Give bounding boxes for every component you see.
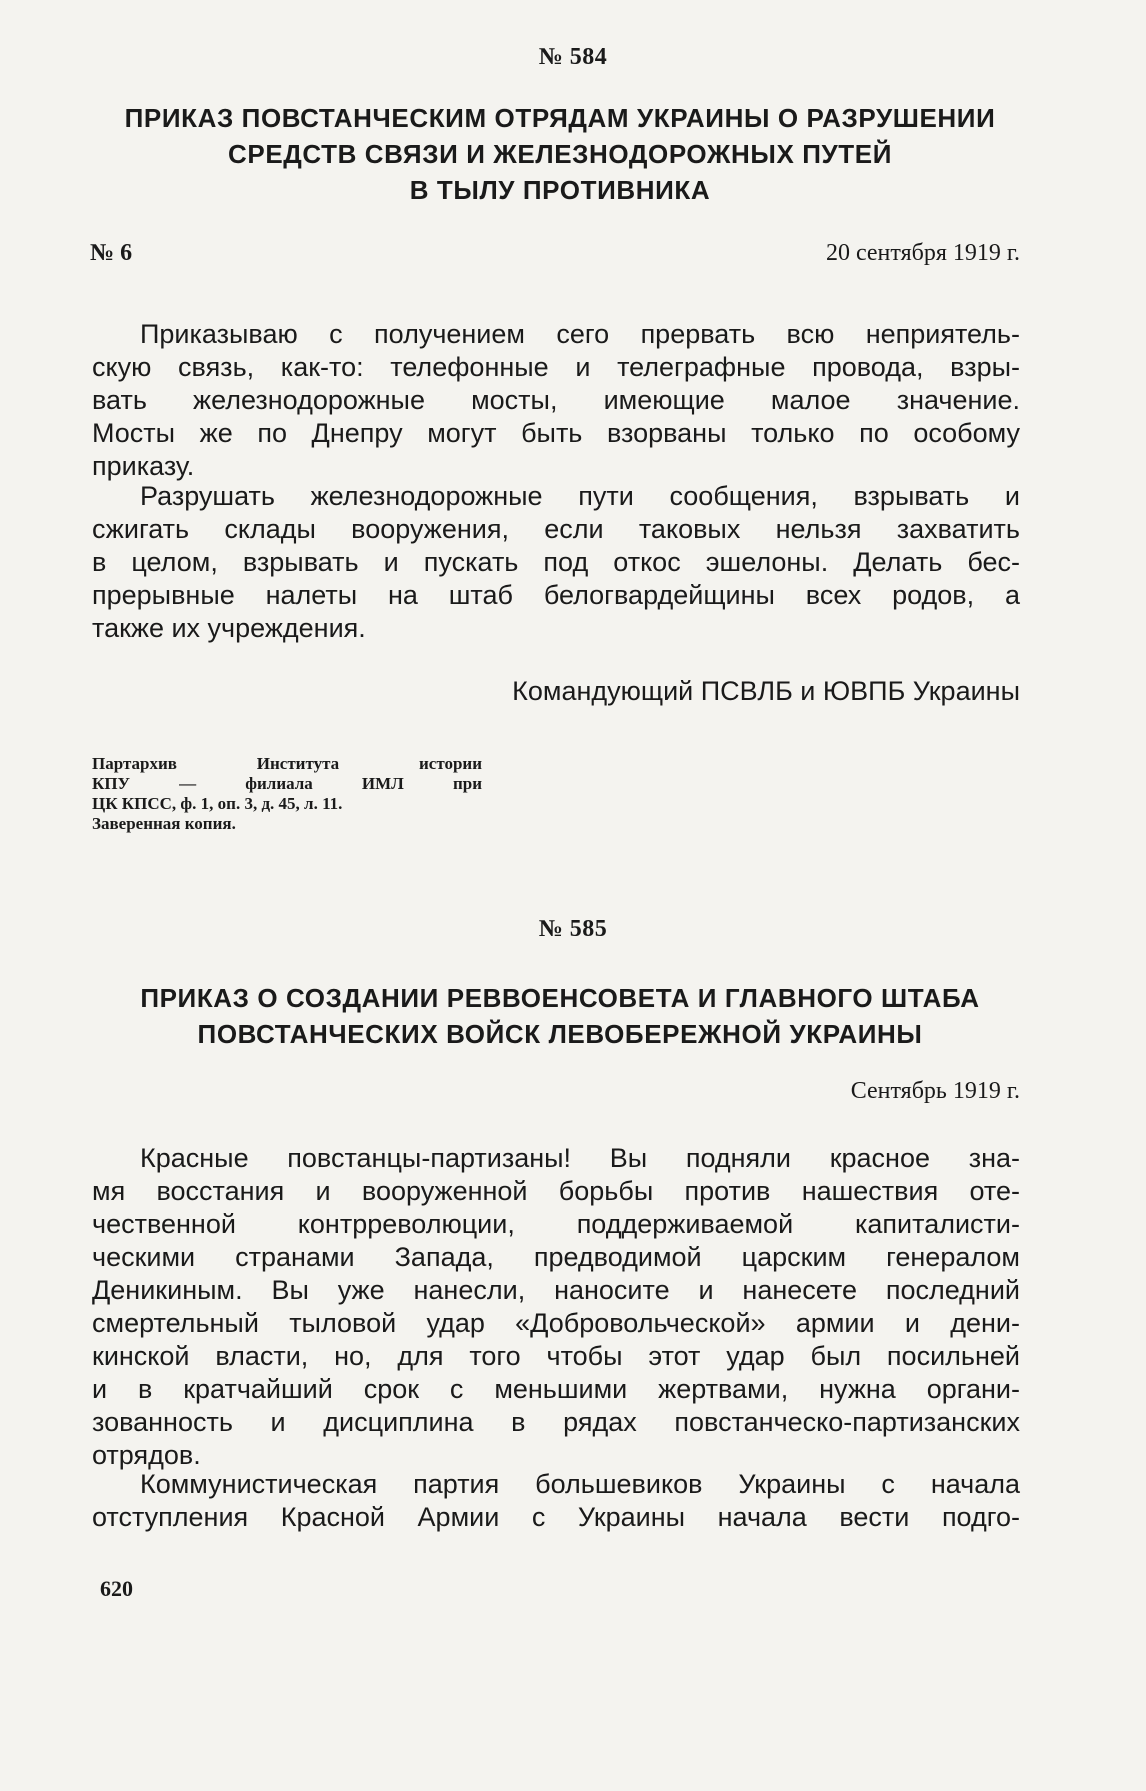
title-line: ПОВСТАНЧЕСКИХ ВОЙСК ЛЕВОБЕРЕЖНОЙ УКРАИНЫ <box>197 1019 923 1049</box>
text-line: в целом, взрывать и пускать под откос эшелоны. Делать бес- <box>92 547 1020 577</box>
document-number-584: № 584 <box>538 44 608 70</box>
text-line: смертельный тыловой удар «Добровольческой» армии и дени- <box>92 1308 1020 1338</box>
text-line: Приказываю с получением сего прервать всю неприятель- <box>140 319 1020 349</box>
text-line: сжигать склады вооружения, если таковых нельзя захватить <box>92 514 1020 544</box>
text-line: Деникиным. Вы уже нанесли, наносите и нанесете последний <box>92 1275 1020 1305</box>
text-line: отрядов. <box>92 1440 201 1470</box>
text-line: Красные повстанцы-партизаны! Вы подняли красное зна- <box>140 1143 1020 1173</box>
text-line: отступления Красной Армии с Украины начала вести подго- <box>92 1502 1020 1532</box>
order-date: 20 сентября 1919 г. <box>825 240 1020 266</box>
title-line: В ТЫЛУ ПРОТИВНИКА <box>409 175 711 205</box>
title-line: ПРИКАЗ О СОЗДАНИИ РЕВВОЕНСОВЕТА И ГЛАВНОГО ШТАБА <box>140 983 980 1013</box>
order-date: Сентябрь 1919 г. <box>850 1078 1020 1104</box>
archive-reference <box>92 754 482 834</box>
archive-line: Партархив Института истории <box>92 754 482 773</box>
text-line: также их учреждения. <box>92 613 366 643</box>
text-line: Разрушать железнодорожные пути сообщения, взрывать и <box>140 481 1020 511</box>
text-line: скую связь, как-то: телефонные и телеграфные провода, взры- <box>92 352 1020 382</box>
paragraph-appeal-2 <box>92 1468 1020 1534</box>
document-title-584 <box>80 100 1040 208</box>
document-number-585: № 585 <box>538 916 608 942</box>
text-line: прерывные налеты на штаб белогвардейщины всех родов, а <box>92 580 1020 610</box>
text-line: Коммунистическая партия большевиков Украины с начала <box>140 1469 1020 1499</box>
paragraph-appeal-1 <box>92 1142 1020 1472</box>
text-line: и в кратчайший срок с меньшими жертвами, нужна органи- <box>92 1374 1020 1404</box>
text-line: вать железнодорожные мосты, имеющие малое значение. <box>92 385 1020 415</box>
document-title-585 <box>80 980 1040 1052</box>
text-line: Мосты же по Днепру могут быть взорваны только по особому <box>92 418 1020 448</box>
text-line: мя восстания и вооруженной борьбы против нашествия оте- <box>92 1176 1020 1206</box>
archive-line: Заверенная копия. <box>92 814 236 833</box>
signature: Командующий ПСВЛБ и ЮВПБ Украины <box>512 676 1020 706</box>
text-line: ческими странами Запада, предводимой царским генералом <box>92 1242 1020 1272</box>
paragraph-order-1 <box>92 318 1020 483</box>
archive-line: ЦК КПСС, ф. 1, оп. 3, д. 45, л. 11. <box>92 794 343 813</box>
text-line: кинской власти, но, для того чтобы этот удар был посильней <box>92 1341 1020 1371</box>
text-line: чественной контрреволюции, поддерживаемой капиталисти- <box>92 1209 1020 1239</box>
text-line: зованность и дисциплина в рядах повстанческо-партизанских <box>92 1407 1020 1437</box>
page-number: 620 <box>100 1576 133 1601</box>
order-number: № 6 <box>90 240 133 266</box>
archive-line: КПУ — филиала ИМЛ при <box>92 774 482 793</box>
text-line: приказу. <box>92 451 195 481</box>
title-line: ПРИКАЗ ПОВСТАНЧЕСКИМ ОТРЯДАМ УКРАИНЫ О РАЗРУШЕНИИ <box>124 103 996 133</box>
title-line: СРЕДСТВ СВЯЗИ И ЖЕЛЕЗНОДОРОЖНЫХ ПУТЕЙ <box>228 139 892 169</box>
paragraph-order-2 <box>92 480 1020 645</box>
